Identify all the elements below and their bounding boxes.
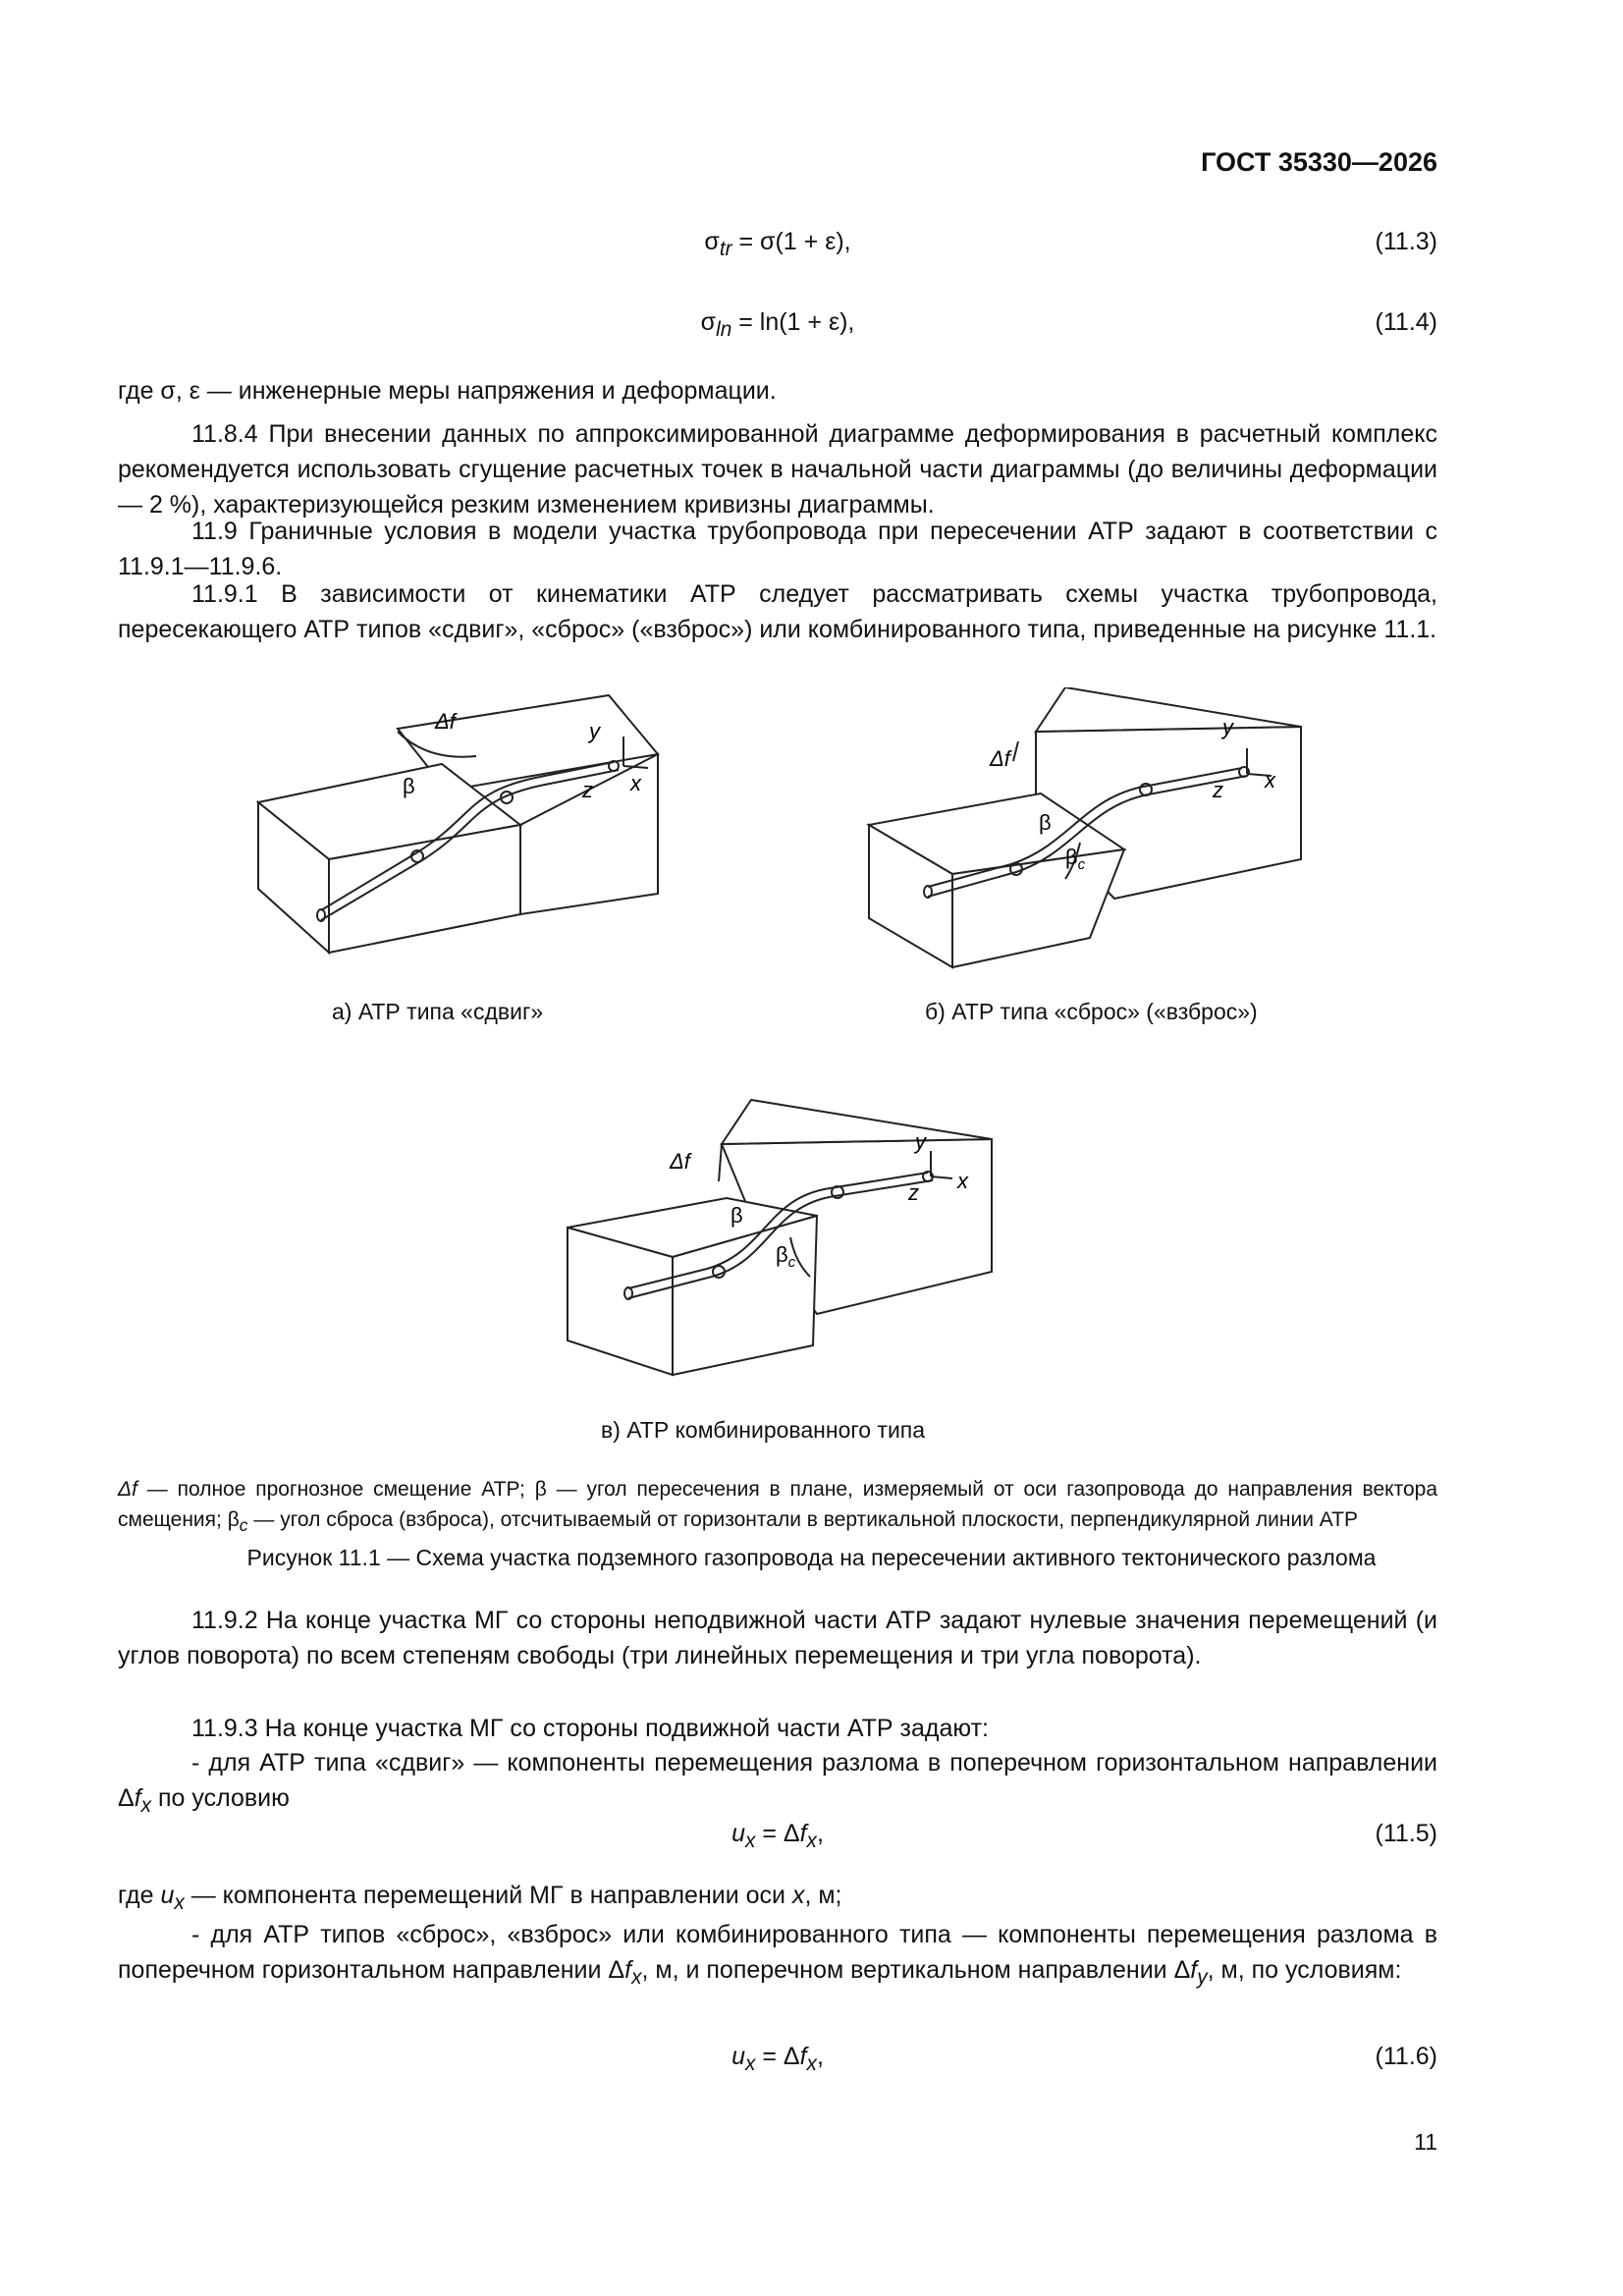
caption-b: б) АТР типа «сброс» («взброс») xyxy=(925,999,1258,1024)
label-y: y xyxy=(1222,715,1233,739)
where-ux: где $u_x$ — компонента перемещений МГ в направлении оси x, м; xyxy=(118,1882,842,1914)
formula-number: (11.5) xyxy=(1375,1820,1437,1847)
paragraph-11-9-2: 11.9.2 На конце участка МГ со стороны неподвижной части АТР задают нулевые значения перемещений (и углов поворота) по всем степеням свободы (три линейных перемещения и три угла поворота). xyxy=(118,1607,1437,1669)
formula-11-6 xyxy=(118,2043,1437,2082)
label-z: z xyxy=(1213,778,1223,802)
standard-number: ГОСТ 35330—2026 xyxy=(1201,147,1437,177)
label-x: x xyxy=(957,1169,968,1193)
label-beta: β xyxy=(403,774,415,798)
paragraph-11-8-4: 11.8.4 При внесении данных по аппроксимированной диаграмме деформирования в расчетный комплекс рекомендуется использовать сгущение расчетных точек в начальной части диаграммы (до величины деформации — 2 %), характеризующейся резким изменением кривизны диаграммы. xyxy=(118,420,1437,519)
formula-11-3 xyxy=(118,228,1437,267)
paragraph-11-9-1: 11.9.1 В зависимости от кинематики АТР следует рассматривать схемы участка трубопровода, пересекающего АТР типов «сдвиг», «сброс» («взброс») или комбинированного типа, приведенные на рисунке 11.1. xyxy=(118,580,1437,643)
label-delta-f: Δf xyxy=(990,746,1010,771)
label-y: y xyxy=(589,719,600,743)
figure-b-normal-fault xyxy=(854,687,1316,972)
figure-title: Рисунок 11.1 — Схема участка подземного газопровода на пересечении активного тектонического разлома xyxy=(246,1545,1377,1570)
page-number: 11 xyxy=(1414,2129,1437,2155)
paragraph-11-9: 11.9 Граничные условия в модели участка трубопровода при пересечении АТР задают в соответствии с 11.9.1—11.9.6. xyxy=(118,518,1437,580)
formula-11-4 xyxy=(118,308,1437,348)
label-beta: β xyxy=(1039,810,1052,835)
figure-c-combined-fault xyxy=(560,1090,1001,1385)
formula-expression: $u_x = \Delta f_x$, xyxy=(731,2043,824,2075)
label-delta-f: Δf xyxy=(435,709,456,734)
label-beta: β xyxy=(730,1203,743,1228)
formula-11-5 xyxy=(118,1820,1437,1859)
figure-note: Δf — полное прогнозное смещение АТР; β — угол пересечения в плане, измеряемый от оси газопровода до направления вектора смещения; $\beta_c$ — угол сброса (взброса), отсчитываемый от горизонтали в вертикальной плоскости, перпендикулярной линии АТР xyxy=(118,1478,1437,1536)
label-x: x xyxy=(1265,768,1275,793)
paragraph-11-9-3: 11.9.3 На конце участка МГ со стороны подвижной части АТР задают: xyxy=(191,1715,989,1742)
label-y: y xyxy=(915,1129,926,1154)
bullet-normal-combined: - для АТР типов «сброс», «взброс» или комбинированного типа — компоненты перемещения разлома в поперечном горизонтальном направлении $\Delta f_x$, м, и поперечном вертикальном направлении $\Delta f_y$, м, по условиям: xyxy=(118,1921,1437,1989)
formula-number: (11.6) xyxy=(1375,2043,1437,2070)
label-z: z xyxy=(582,778,593,802)
label-beta-c: $\beta_c$ xyxy=(1065,845,1086,873)
figure-a-shear-fault xyxy=(250,678,712,962)
formula-expression: $u_x = \Delta f_x$, xyxy=(731,1820,824,1852)
label-x: x xyxy=(630,771,641,795)
formula-expression: $\sigma_{ln} = \ln(1 + \varepsilon)$, xyxy=(700,308,855,341)
formula-number: (11.4) xyxy=(1375,308,1437,336)
bullet-shear: - для АТР типа «сдвиг» — компоненты перемещения разлома в поперечном горизонтальном направлении $\Delta f_x$ по условию xyxy=(118,1749,1437,1817)
caption-a: а) АТР типа «сдвиг» xyxy=(332,999,544,1024)
caption-c: в) АТР комбинированного типа xyxy=(601,1417,926,1443)
label-beta-c: $\beta_c$ xyxy=(776,1242,796,1271)
label-z: z xyxy=(908,1180,919,1205)
where-sigma-epsilon: где σ, ε — инженерные меры напряжения и деформации. xyxy=(118,377,777,405)
label-delta-f: Δf xyxy=(670,1149,690,1174)
formula-expression: $\sigma_{tr} = \sigma(1 + \varepsilon)$, xyxy=(704,228,851,260)
formula-number: (11.3) xyxy=(1375,228,1437,255)
